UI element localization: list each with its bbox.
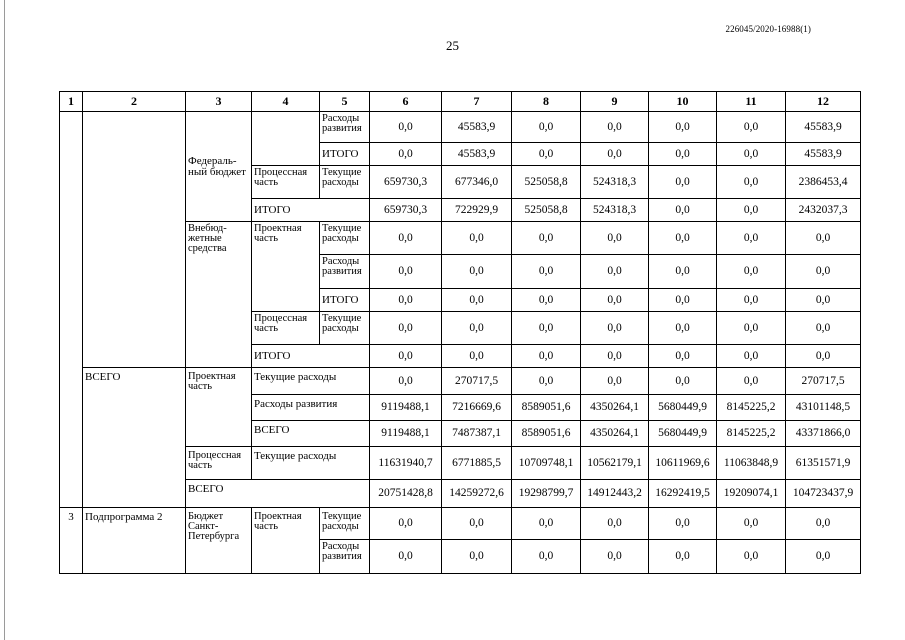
- value-cell: 104723437,9: [786, 480, 861, 508]
- value-cell: 0,0: [649, 368, 717, 395]
- value-cell: 9119488,1: [370, 421, 442, 447]
- value-cell: 7216669,6: [442, 395, 512, 421]
- value-cell: 5680449,9: [649, 421, 717, 447]
- row-label: Расходы развития: [252, 395, 370, 421]
- value-cell: 0,0: [717, 345, 786, 368]
- value-cell: 0,0: [442, 222, 512, 255]
- value-cell: 659730,3: [370, 166, 442, 199]
- value-cell: 525058,8: [512, 166, 581, 199]
- value-cell: 524318,3: [581, 166, 649, 199]
- group-process-part: Процессная часть: [186, 447, 252, 480]
- value-cell: 270717,5: [442, 368, 512, 395]
- value-cell: 0,0: [581, 112, 649, 143]
- value-cell: 0,0: [370, 508, 442, 540]
- value-cell: 10709748,1: [512, 447, 581, 480]
- value-cell: 0,0: [581, 368, 649, 395]
- col-header: 11: [717, 92, 786, 112]
- value-cell: 270717,5: [786, 368, 861, 395]
- value-cell: 0,0: [649, 508, 717, 540]
- value-cell: 16292419,5: [649, 480, 717, 508]
- value-cell: 0,0: [786, 345, 861, 368]
- budget-table: [59, 91, 861, 574]
- row-group-label: Процессная часть: [252, 166, 320, 199]
- row-label: Текущие расходы: [252, 368, 370, 395]
- value-cell: 0,0: [649, 143, 717, 166]
- value-cell: 0,0: [717, 143, 786, 166]
- row-label: Текущие расходы: [320, 166, 370, 199]
- col-header: 9: [581, 92, 649, 112]
- document-id: 226045/2020-16988(1): [725, 24, 811, 34]
- cell-col2-empty: [83, 112, 186, 368]
- value-cell: 0,0: [442, 289, 512, 312]
- value-cell: 0,0: [442, 255, 512, 289]
- value-cell: 0,0: [442, 312, 512, 345]
- value-cell: 0,0: [717, 255, 786, 289]
- value-cell: 0,0: [649, 312, 717, 345]
- row-number: 3: [60, 508, 83, 574]
- value-cell: 2386453,4: [786, 166, 861, 199]
- value-cell: 0,0: [717, 508, 786, 540]
- value-cell: 0,0: [581, 312, 649, 345]
- row-label: ИТОГО: [320, 289, 370, 312]
- value-cell: 61351571,9: [786, 447, 861, 480]
- value-cell: 0,0: [512, 368, 581, 395]
- value-cell: 0,0: [370, 289, 442, 312]
- value-cell: 20751428,8: [370, 480, 442, 508]
- value-cell: 0,0: [649, 345, 717, 368]
- value-cell: 11063848,9: [717, 447, 786, 480]
- table-row: [60, 508, 861, 540]
- value-cell: 0,0: [581, 345, 649, 368]
- value-cell: 0,0: [512, 222, 581, 255]
- value-cell: 0,0: [581, 289, 649, 312]
- group-vsego: ВСЕГО: [83, 368, 186, 508]
- value-cell: 525058,8: [512, 199, 581, 222]
- row-label: ВСЕГО: [252, 421, 370, 447]
- value-cell: 0,0: [717, 199, 786, 222]
- row-group-label: Процессная часть: [252, 312, 320, 345]
- value-cell: 45583,9: [442, 112, 512, 143]
- value-cell: 4350264,1: [581, 421, 649, 447]
- value-cell: 45583,9: [442, 143, 512, 166]
- value-cell: 0,0: [786, 508, 861, 540]
- row-group-label: Проектная часть: [252, 508, 320, 574]
- value-cell: 0,0: [717, 368, 786, 395]
- value-cell: 0,0: [370, 112, 442, 143]
- value-cell: 0,0: [717, 312, 786, 345]
- value-cell: 14259272,6: [442, 480, 512, 508]
- value-cell: 0,0: [512, 345, 581, 368]
- col-header: 1: [60, 92, 83, 112]
- row-label: Текущие расходы: [320, 312, 370, 345]
- value-cell: 0,0: [442, 345, 512, 368]
- value-cell: 677346,0: [442, 166, 512, 199]
- row-label: ВСЕГО: [186, 480, 370, 508]
- value-cell: 0,0: [649, 199, 717, 222]
- value-cell: 0,0: [581, 508, 649, 540]
- value-cell: 0,0: [370, 540, 442, 574]
- value-cell: 0,0: [370, 143, 442, 166]
- value-cell: 0,0: [786, 312, 861, 345]
- col-header: 3: [186, 92, 252, 112]
- value-cell: 0,0: [370, 368, 442, 395]
- col-header: 4: [252, 92, 320, 112]
- value-cell: 0,0: [370, 222, 442, 255]
- value-cell: 45583,9: [786, 112, 861, 143]
- value-cell: 0,0: [649, 112, 717, 143]
- value-cell: 43371866,0: [786, 421, 861, 447]
- table-row: [60, 368, 861, 395]
- table-row: [60, 112, 861, 143]
- value-cell: 0,0: [649, 255, 717, 289]
- value-cell: 8589051,6: [512, 421, 581, 447]
- value-cell: 0,0: [581, 222, 649, 255]
- group-extrabudget: Внебюд-жетные средства: [186, 222, 252, 368]
- value-cell: 7487387,1: [442, 421, 512, 447]
- value-cell: 19209074,1: [717, 480, 786, 508]
- col-header: 6: [370, 92, 442, 112]
- value-cell: 9119488,1: [370, 395, 442, 421]
- value-cell: 0,0: [786, 289, 861, 312]
- row-label: Расходы развития: [320, 255, 370, 289]
- value-cell: 0,0: [581, 255, 649, 289]
- page-number: 25: [446, 38, 459, 53]
- col-header: 7: [442, 92, 512, 112]
- value-cell: 524318,3: [581, 199, 649, 222]
- value-cell: 0,0: [512, 540, 581, 574]
- row-label: Текущие расходы: [320, 222, 370, 255]
- value-cell: 19298799,7: [512, 480, 581, 508]
- row-label: Расходы развития: [320, 540, 370, 574]
- value-cell: 0,0: [717, 112, 786, 143]
- value-cell: 8145225,2: [717, 421, 786, 447]
- value-cell: 10611969,6: [649, 447, 717, 480]
- col-header: 12: [786, 92, 861, 112]
- col-header: 2: [83, 92, 186, 112]
- row-group-label: Проектная часть: [252, 222, 320, 312]
- value-cell: 0,0: [512, 312, 581, 345]
- value-cell: 659730,3: [370, 199, 442, 222]
- header-row: [60, 92, 861, 112]
- value-cell: 0,0: [786, 255, 861, 289]
- value-cell: 43101148,5: [786, 395, 861, 421]
- value-cell: 0,0: [370, 345, 442, 368]
- col-header: 5: [320, 92, 370, 112]
- subprogram-label: Подпрограмма 2: [83, 508, 186, 574]
- group-project-part: Проектная часть: [186, 368, 252, 447]
- value-cell: 0,0: [512, 143, 581, 166]
- value-cell: 14912443,2: [581, 480, 649, 508]
- value-cell: 0,0: [717, 289, 786, 312]
- value-cell: 11631940,7: [370, 447, 442, 480]
- value-cell: 45583,9: [786, 143, 861, 166]
- value-cell: 10562179,1: [581, 447, 649, 480]
- value-cell: 0,0: [370, 255, 442, 289]
- value-cell: 0,0: [717, 222, 786, 255]
- value-cell: 0,0: [442, 540, 512, 574]
- row-label: ИТОГО: [252, 345, 370, 368]
- value-cell: 5680449,9: [649, 395, 717, 421]
- value-cell: 0,0: [649, 222, 717, 255]
- value-cell: 8589051,6: [512, 395, 581, 421]
- value-cell: 0,0: [786, 540, 861, 574]
- row-label: Текущие расходы: [252, 447, 370, 480]
- row-label: Текущие расходы: [320, 508, 370, 540]
- col-header: 10: [649, 92, 717, 112]
- value-cell: 2432037,3: [786, 199, 861, 222]
- value-cell: 0,0: [649, 540, 717, 574]
- value-cell: 0,0: [512, 289, 581, 312]
- value-cell: 0,0: [512, 255, 581, 289]
- value-cell: 0,0: [512, 112, 581, 143]
- cell-col1-empty: [60, 112, 83, 508]
- value-cell: 0,0: [649, 166, 717, 199]
- value-cell: 8145225,2: [717, 395, 786, 421]
- value-cell: 0,0: [442, 508, 512, 540]
- value-cell: 0,0: [512, 508, 581, 540]
- left-margin-rule: [4, 0, 5, 640]
- value-cell: 0,0: [370, 312, 442, 345]
- row-label: ИТОГО: [320, 143, 370, 166]
- value-cell: 0,0: [786, 222, 861, 255]
- row-label: ИТОГО: [252, 199, 370, 222]
- value-cell: 4350264,1: [581, 395, 649, 421]
- cell-col4-empty: [252, 112, 320, 166]
- group-federal-budget: Федераль-ный бюджет: [186, 112, 252, 222]
- value-cell: 0,0: [717, 166, 786, 199]
- value-cell: 0,0: [717, 540, 786, 574]
- value-cell: 722929,9: [442, 199, 512, 222]
- value-cell: 0,0: [649, 289, 717, 312]
- group-budget-spb: Бюджет Санкт-Петербурга: [186, 508, 252, 574]
- value-cell: 0,0: [581, 143, 649, 166]
- col-header: 8: [512, 92, 581, 112]
- value-cell: 0,0: [581, 540, 649, 574]
- value-cell: 6771885,5: [442, 447, 512, 480]
- row-label: Расходы развития: [320, 112, 370, 143]
